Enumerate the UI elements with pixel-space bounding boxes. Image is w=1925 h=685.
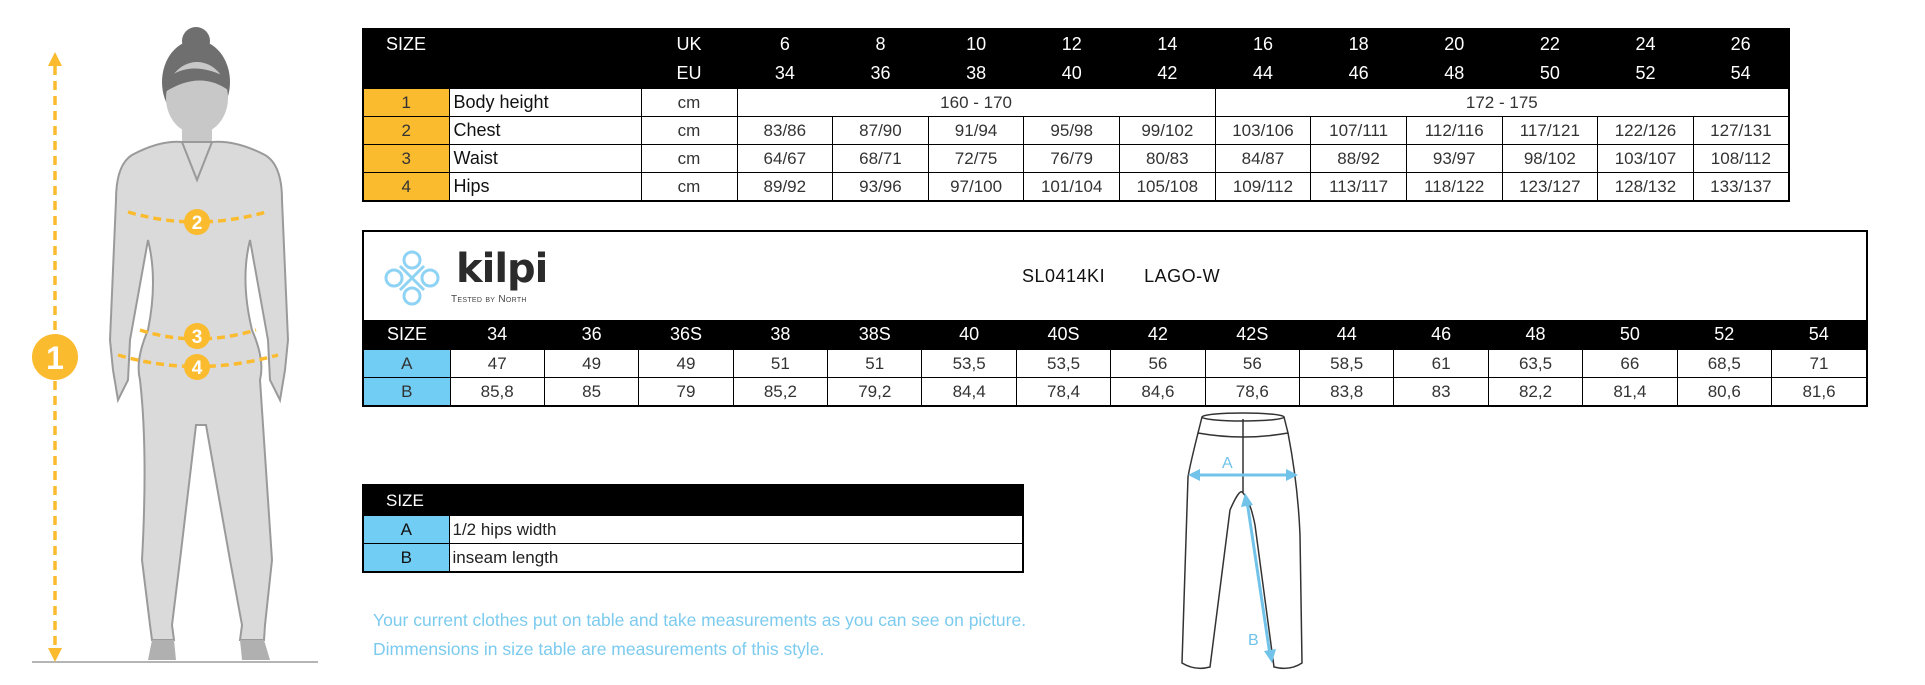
size: 48: [1488, 320, 1582, 350]
size: 36S: [639, 320, 733, 350]
size: 44: [1300, 320, 1394, 350]
uk-size: 10: [928, 29, 1024, 59]
size-header-label: SIZE: [363, 485, 1023, 516]
cell: 82,2: [1488, 378, 1582, 406]
product-size-header: [364, 320, 1866, 350]
cell: 85,8: [450, 378, 544, 406]
eu-size: 48: [1406, 59, 1502, 89]
marker-4: [184, 354, 210, 380]
pants-label-b: B: [1248, 632, 1259, 649]
size: 46: [1394, 320, 1488, 350]
cell: 81,4: [1583, 378, 1677, 406]
cell: 118/122: [1406, 173, 1502, 202]
cell: 71: [1771, 350, 1866, 378]
uk-size: 12: [1024, 29, 1120, 59]
row-label: Waist: [449, 145, 641, 173]
cell: 49: [639, 350, 733, 378]
cell: 84/87: [1215, 145, 1311, 173]
row-number: 3: [363, 145, 449, 173]
cell: 85: [544, 378, 638, 406]
marker-3: [184, 323, 210, 349]
brand-tagline: Tested by North: [451, 294, 527, 305]
cell: 84,4: [922, 378, 1016, 406]
brand-logo: kilpi: [456, 246, 548, 292]
size: 54: [1771, 320, 1866, 350]
eu-size: 42: [1120, 59, 1216, 89]
row-unit: cm: [641, 89, 737, 117]
chest-row: [363, 117, 1789, 145]
eu-size: 34: [737, 59, 833, 89]
cell: 107/111: [1311, 117, 1407, 145]
cell: 84,6: [1111, 378, 1205, 406]
cell: 53,5: [1016, 350, 1110, 378]
cell: 63,5: [1488, 350, 1582, 378]
cell: 79: [639, 378, 733, 406]
cell: 72/75: [928, 145, 1024, 173]
cell: 112/116: [1406, 117, 1502, 145]
cell: 128/132: [1598, 173, 1694, 202]
cell: 81,6: [1771, 378, 1866, 406]
cell: 101/104: [1024, 173, 1120, 202]
row-label: Chest: [449, 117, 641, 145]
uk-size: 6: [737, 29, 833, 59]
cell: 93/96: [833, 173, 929, 202]
uk-size: 16: [1215, 29, 1311, 59]
cell: 123/127: [1502, 173, 1598, 202]
dimension-note: Dimmensions in size table are measurements of this style.: [373, 639, 825, 659]
svg-text:4: 4: [191, 358, 203, 379]
cell: 58,5: [1300, 350, 1394, 378]
hips-row: [363, 173, 1789, 202]
cell: 105/108: [1120, 173, 1216, 202]
eu-size: 52: [1598, 59, 1694, 89]
eu-size: 54: [1693, 59, 1789, 89]
row-key: A: [364, 350, 450, 378]
size: 50: [1583, 320, 1677, 350]
product-code: SL0414KI: [1022, 266, 1106, 286]
uk-size: 22: [1502, 29, 1598, 59]
kilpi-knot-logo-icon: [382, 248, 442, 308]
cell: 93/97: [1406, 145, 1502, 173]
cell: 108/112: [1693, 145, 1789, 173]
cell: 85,2: [733, 378, 827, 406]
size: 38S: [828, 320, 922, 350]
height-range: 160 - 170: [737, 89, 1215, 117]
cell: 95/98: [1024, 117, 1120, 145]
size: 34: [450, 320, 544, 350]
cell: 61: [1394, 350, 1488, 378]
size: 38: [733, 320, 827, 350]
uk-size: 14: [1120, 29, 1216, 59]
cell: 133/137: [1693, 173, 1789, 202]
row-number: 4: [363, 173, 449, 202]
cell: 88/92: [1311, 145, 1407, 173]
size: 42S: [1205, 320, 1299, 350]
legend-row-a: [363, 516, 1023, 544]
product-name: LAGO-W: [1144, 266, 1221, 286]
cell: 89/92: [737, 173, 833, 202]
size: 36: [544, 320, 638, 350]
product-header: [364, 232, 1866, 320]
eu-size: 44: [1215, 59, 1311, 89]
size: 40S: [1016, 320, 1110, 350]
waist-row: [363, 145, 1789, 173]
row-key: B: [363, 544, 449, 573]
row-label: Body height: [449, 89, 641, 117]
size-header-label: SIZE: [364, 320, 450, 350]
cell: 80/83: [1120, 145, 1216, 173]
product-size-table: [362, 230, 1868, 407]
cell: 47: [450, 350, 544, 378]
uk-size: 24: [1598, 29, 1694, 59]
cell: 87/90: [833, 117, 929, 145]
cell: 83: [1394, 378, 1488, 406]
row-key: B: [364, 378, 450, 406]
row-unit: cm: [641, 145, 737, 173]
uk-label: UK: [641, 29, 737, 59]
cell: 103/106: [1215, 117, 1311, 145]
cell: 68/71: [833, 145, 929, 173]
uk-size: 8: [833, 29, 929, 59]
row-key: A: [363, 516, 449, 544]
cell: 56: [1205, 350, 1299, 378]
cell: 113/117: [1311, 173, 1407, 202]
cell: 99/102: [1120, 117, 1216, 145]
size: 42: [1111, 320, 1205, 350]
size: 52: [1677, 320, 1771, 350]
row-number: 2: [363, 117, 449, 145]
eu-label: EU: [641, 59, 737, 89]
uk-size: 20: [1406, 29, 1502, 59]
cell: 68,5: [1677, 350, 1771, 378]
cell: 51: [733, 350, 827, 378]
cell: 97/100: [928, 173, 1024, 202]
cell: 122/126: [1598, 117, 1694, 145]
body-size-table: [362, 28, 1790, 202]
row-label: inseam length: [449, 544, 1023, 573]
cell: 78,4: [1016, 378, 1110, 406]
eu-size: 36: [833, 59, 929, 89]
eu-size: 50: [1502, 59, 1598, 89]
marker-1: [32, 334, 78, 380]
row-unit: cm: [641, 173, 737, 202]
cell: 49: [544, 350, 638, 378]
uk-size-row: [363, 29, 1789, 59]
cell: 83/86: [737, 117, 833, 145]
svg-text:3: 3: [191, 327, 203, 348]
size: 40: [922, 320, 1016, 350]
cell: 127/131: [1693, 117, 1789, 145]
eu-size: 46: [1311, 59, 1407, 89]
height-range: 172 - 175: [1215, 89, 1789, 117]
legend-row-b: [363, 544, 1023, 573]
cell: 83,8: [1300, 378, 1394, 406]
body-measurement-figure: [0, 0, 340, 685]
uk-size: 26: [1693, 29, 1789, 59]
cell: 79,2: [828, 378, 922, 406]
cell: 109/112: [1215, 173, 1311, 202]
row-number: 1: [363, 89, 449, 117]
uk-size: 18: [1311, 29, 1407, 59]
cell: 64/67: [737, 145, 833, 173]
pants-measurement-figure: [1170, 405, 1340, 680]
eu-size: 40: [1024, 59, 1120, 89]
eu-size: 38: [928, 59, 1024, 89]
measurement-a-row: [364, 350, 1866, 378]
measurement-legend-table: [362, 484, 1024, 573]
row-label: 1/2 hips width: [449, 516, 1023, 544]
eu-size-row: [363, 59, 1789, 89]
cell: 98/102: [1502, 145, 1598, 173]
cell: 76/79: [1024, 145, 1120, 173]
cell: 51: [828, 350, 922, 378]
svg-text:1: 1: [46, 340, 64, 376]
cell: 66: [1583, 350, 1677, 378]
marker-2: [184, 209, 210, 235]
cell: 80,6: [1677, 378, 1771, 406]
size-header-label: SIZE: [363, 29, 641, 59]
row-label: Hips: [449, 173, 641, 202]
cell: 117/121: [1502, 117, 1598, 145]
row-unit: cm: [641, 117, 737, 145]
cell: 103/107: [1598, 145, 1694, 173]
pants-label-a: A: [1222, 455, 1233, 472]
cell: 91/94: [928, 117, 1024, 145]
measurement-note: Your current clothes put on table and take measurements as you can see on picture.: [373, 610, 1027, 630]
product-title: [1022, 266, 1220, 287]
body-height-row: [363, 89, 1789, 117]
svg-text:2: 2: [191, 213, 203, 234]
measurement-b-row: [364, 378, 1866, 406]
cell: 78,6: [1205, 378, 1299, 406]
cell: 56: [1111, 350, 1205, 378]
cell: 53,5: [922, 350, 1016, 378]
